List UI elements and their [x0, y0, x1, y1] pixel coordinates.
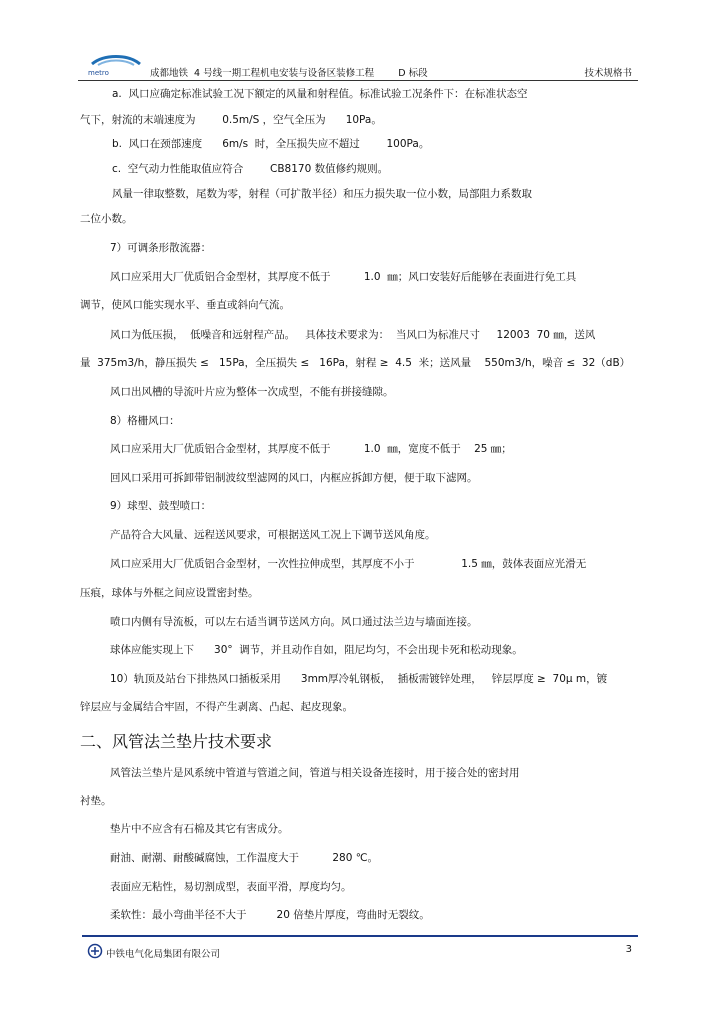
paragraph-line: 衬垫。	[80, 795, 112, 807]
page-number: 3	[625, 944, 632, 955]
paragraph-line: 调节，使风口能实现水平、垂直或斜向气流。	[80, 299, 290, 311]
paragraph-line: 量 375m3/h，静压损失 ≤ 15Pa，全压损失 ≤ 16Pa，射程 ≥ 4.5 米；送风量 550m3/h，噪音 ≤ 32（dB）	[80, 357, 631, 369]
paragraph-line: a. 风口应确定标准试验工况下额定的风量和射程值。标准试验工况条件下：在标准状态空	[112, 88, 528, 100]
header-doc-type: 技术规格书	[584, 68, 632, 79]
paragraph-line: 风口应采用大厂优质铝合金型材，一次性拉伸成型，其厚度不小于 1.5 ㎜，鼓体表面应光滑无	[110, 558, 587, 570]
paragraph-line: 风口应采用大厂优质铝合金型材，其厚度不低于 1.0 ㎜，宽度不低于 25 ㎜；	[110, 443, 512, 455]
paragraph-line: 二位小数。	[80, 213, 133, 225]
paragraph-line: 产品符合大风量、远程送风要求，可根据送风工况上下调节送风角度。	[110, 529, 436, 541]
paragraph-line: b. 风口在颈部速度 6m/s 时，全压损失应不超过 100Pa。	[112, 138, 430, 150]
paragraph-line: 压痕，球体与外框之间应设置密封垫。	[80, 587, 259, 599]
metro-logo-icon	[86, 52, 146, 78]
paragraph-line: 耐油、耐潮、耐酸碱腐蚀，工作温度大于 280 ℃。	[110, 852, 379, 864]
paragraph-line: 表面应无粘性，易切割成型，表面平滑，厚度均匀。	[110, 881, 352, 893]
paragraph-line: 球体应能实现上下 30° 调节，并且动作自如，阻尼均匀，不会出现卡死和松动现象。	[110, 644, 523, 656]
paragraph-line: 喷口内侧有导流板，可以左右适当调节送风方向。风口通过法兰边与墙面连接。	[110, 616, 478, 628]
page-header	[78, 50, 638, 81]
section-heading-7: 7）可调条形散流器：	[110, 242, 212, 254]
section-title: 二、风管法兰垫片技术要求	[80, 732, 273, 751]
paragraph-line: 风口为低压损， 低噪音和远射程产品。 具体技术要求为： 当风口为标准尺寸 12003 70 ㎜，送风	[110, 329, 596, 341]
paragraph-line: 回风口采用可拆卸带铝制波纹型滤网的风口，内框应拆卸方便，便于取下滤网。	[110, 472, 478, 484]
paragraph-line: c. 空气动力性能取值应符合 CB8170 数值修约规则。	[112, 163, 389, 175]
footer-company: 中铁电气化局集团有限公司	[106, 949, 221, 960]
section-heading-9: 9）球型、鼓型喷口：	[110, 500, 212, 512]
header-title: 成都地铁 4 号线一期工程机电安装与设备区装修工程 D 标段	[150, 68, 428, 79]
company-logo-icon	[86, 943, 104, 961]
paragraph-line: 风口出风槽的导流叶片应为整体一次成型，不能有拼接缝隙。	[110, 386, 394, 398]
paragraph-line: 气下，射流的末端速度为 0.5m/S ，空气全压为 10Pa。	[80, 114, 382, 126]
paragraph-line: 10）轨顶及站台下排热风口插板采用 3mm厚冷轧钢板， 插板需镀锌处理， 锌层厚度 ≥ 70μ m，镀	[110, 673, 608, 685]
logo-text: metro	[88, 69, 109, 77]
page-footer	[82, 935, 638, 963]
paragraph-line: 柔软性：最小弯曲半径不大于 20 倍垫片厚度，弯曲时无裂纹。	[110, 909, 430, 921]
paragraph-line: 风管法兰垫片是风系统中管道与管道之间，管道与相关设备连接时，用于接合处的密封用	[110, 767, 520, 779]
section-heading-8: 8）格栅风口：	[110, 415, 180, 427]
paragraph-line: 垫片中不应含有石棉及其它有害成分。	[110, 823, 289, 835]
paragraph-line: 锌层应与金属结合牢固，不得产生剥离、凸起、起皮现象。	[80, 701, 353, 713]
paragraph-line: 风量一律取整数，尾数为零，射程（可扩散半径）和压力损失取一位小数，局部阻力系数取	[112, 188, 532, 200]
paragraph-line: 风口应采用大厂优质铝合金型材，其厚度不低于 1.0 ㎜；风口安装好后能够在表面进行免工具	[110, 271, 577, 283]
